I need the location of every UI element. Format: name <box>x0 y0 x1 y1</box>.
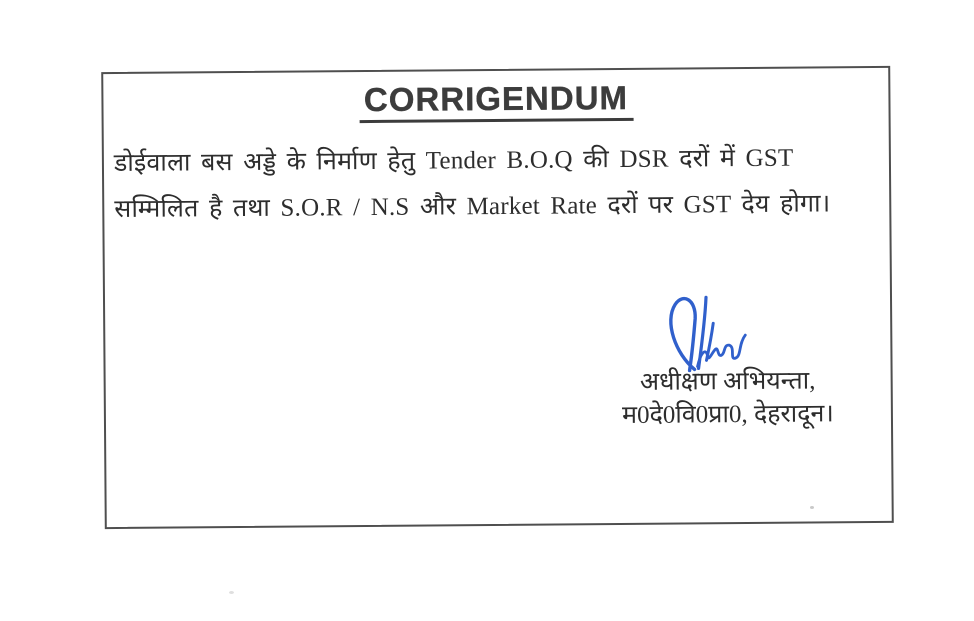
document-title: CORRIGENDUM <box>359 80 633 123</box>
notice-body-line-1: डोईवाला बस अड्डे के निर्माण हेतु Tender B.O.Q की DSR दरों में GST <box>113 144 794 177</box>
scan-speck <box>229 591 234 594</box>
title-row <box>103 78 888 125</box>
corrigendum-notice-box <box>101 66 894 529</box>
signatory-designation: अधीक्षण अभियन्ता, <box>639 367 816 396</box>
signature-icon <box>661 291 756 376</box>
signatory-organization: म0दे0वि0प्रा0, देहरादून। <box>621 400 834 430</box>
notice-body <box>114 135 870 233</box>
scan-speck <box>810 506 814 509</box>
signatory-block <box>558 364 899 433</box>
notice-body-line-2: सम्मिलित है तथा S.O.R / N.S और Market Rate दरों पर GST देय होगा। <box>114 190 831 223</box>
